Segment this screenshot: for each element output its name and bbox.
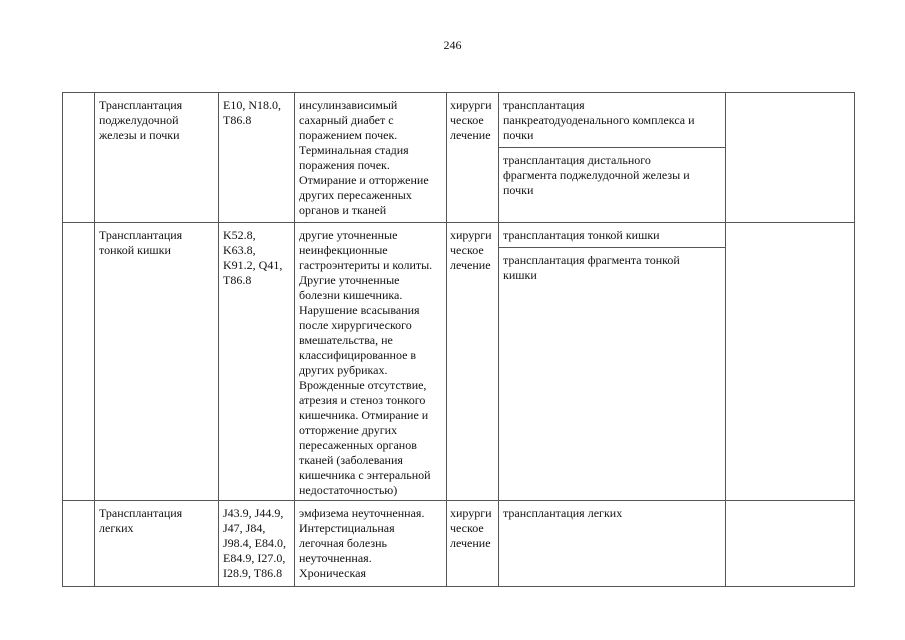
row-number-cell xyxy=(63,223,95,501)
table-row xyxy=(63,93,855,148)
treatment-cell: трансплантация тонкой кишки xyxy=(499,223,726,248)
treatment-table xyxy=(62,92,855,587)
procedure-name-cell: Трансплантация легких xyxy=(95,501,219,587)
treatment-cell: трансплантация легких xyxy=(499,501,726,587)
extra-cell xyxy=(726,93,855,223)
treatment-cell: трансплантация фрагмента тонкой кишки xyxy=(499,248,726,501)
diagnosis-cell: эмфизема неуточненная. Интерстициальная легочная болезнь неуточненная. Хроническая xyxy=(295,501,447,587)
table-row xyxy=(63,501,855,587)
row-number-cell xyxy=(63,93,95,223)
diagnosis-cell: другие уточненные неинфекционные гастроэнтериты и колиты. Другие уточненные болезни кишечника. Нарушение всасывания после хирургического вмешательства, не классифицированное в других рубриках. Врожденные отсутствие, атрезия и стеноз тонкого кишечника. Отмирание и отторжение других пересаженных органов тканей (заболевания кишечника с энтеральной недостаточностью) xyxy=(295,223,447,501)
icd-codes-cell: J43.9, J44.9, J47, J84, J98.4, E84.0, E84.9, I27.0, I28.9, T86.8 xyxy=(219,501,295,587)
table-row xyxy=(63,223,855,248)
procedure-name-cell: Трансплантация поджелудочной железы и почки xyxy=(95,93,219,223)
extra-cell xyxy=(726,223,855,501)
treatment-cell: трансплантация панкреатодуоденального комплекса и почки xyxy=(499,93,726,148)
treatment-method-cell: хирурги ческое лечение xyxy=(447,223,499,501)
icd-codes-cell: K52.8, K63.8, K91.2, Q41, T86.8 xyxy=(219,223,295,501)
treatment-method-cell: хирурги ческое лечение xyxy=(447,501,499,587)
diagnosis-cell: инсулинзависимый сахарный диабет с поражением почек. Терминальная стадия поражения почек. Отмирание и отторжение других пересаженных органов и тканей xyxy=(295,93,447,223)
icd-codes-cell: E10, N18.0, T86.8 xyxy=(219,93,295,223)
row-number-cell xyxy=(63,501,95,587)
extra-cell xyxy=(726,501,855,587)
page-number: 246 xyxy=(443,38,462,52)
treatment-method-cell: хирурги ческое лечение xyxy=(447,93,499,223)
procedure-name-cell: Трансплантация тонкой кишки xyxy=(95,223,219,501)
treatment-cell: трансплантация дистального фрагмента поджелудочной железы и почки xyxy=(499,148,726,223)
